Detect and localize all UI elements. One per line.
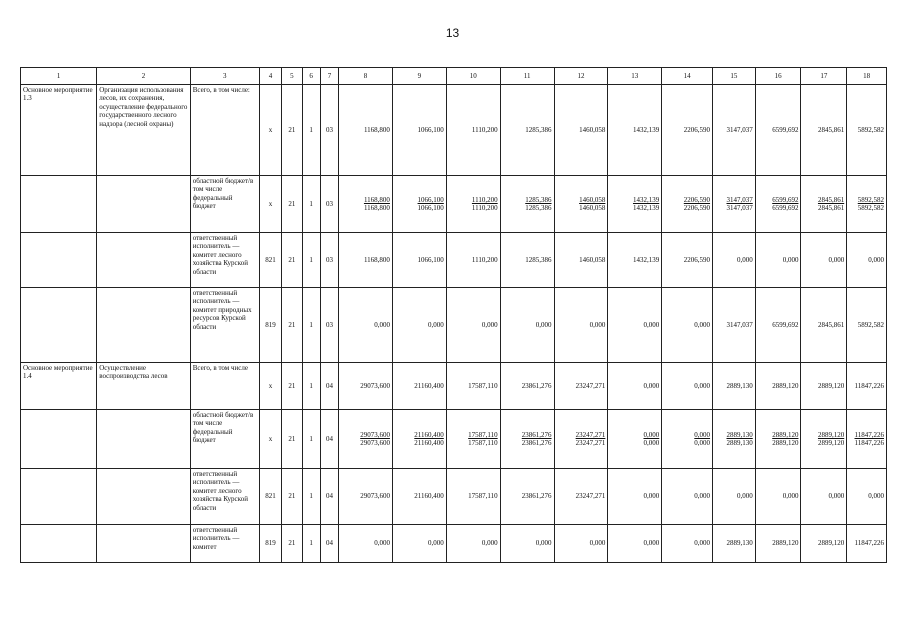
value-cell: 2206,590 [662,233,713,288]
code-cell: 1 [302,176,320,233]
value-cell: 1460,058 [554,233,608,288]
value-total: 1110,200 [471,195,498,204]
value-total: 17587,110 [468,430,498,439]
value-cell: 0,000 [662,363,713,410]
value-cell: 2889,120 [801,525,847,563]
column-header: 5 [282,68,302,85]
description-cell [97,288,191,363]
description-cell [97,469,191,525]
value-cell: 2889,120 [755,525,801,563]
value-total: 0,000 [694,430,711,439]
activity-cell [21,410,97,469]
header-row [21,68,887,85]
code-cell: 1 [302,363,320,410]
value-cell [554,410,608,469]
code-cell: х [259,363,281,410]
value-cell: 0,000 [713,469,756,525]
value-cell: 1432,139 [608,85,662,176]
code-cell: 1 [302,469,320,525]
value-cell: 0,000 [392,525,446,563]
value-cell [755,410,801,469]
value-cell: 0,000 [662,469,713,525]
code-cell: 03 [320,85,338,176]
value-cell [608,410,662,469]
column-header: 3 [190,68,259,85]
code-cell: х [259,410,281,469]
value-federal: 29073,600 [360,439,390,447]
value-cell [392,410,446,469]
code-cell: 03 [320,233,338,288]
value-cell: 1285,386 [500,233,554,288]
value-total: 23861,276 [521,430,552,439]
value-cell: 6599,692 [755,288,801,363]
value-cell: 1460,058 [554,85,608,176]
value-cell: 0,000 [713,233,756,288]
value-cell: 1168,800 [339,85,393,176]
value-cell: 1432,139 [608,233,662,288]
value-federal: 2206,590 [683,204,711,212]
value-cell [847,176,887,233]
value-cell [662,410,713,469]
value-total: 1460,058 [579,195,606,204]
value-cell [554,176,608,233]
activity-cell [21,233,97,288]
code-cell: 03 [320,288,338,363]
value-total: 2889,120 [817,430,845,439]
value-federal: 5892,582 [857,204,884,212]
value-cell: 23247,271 [554,469,608,525]
value-total: 21160,400 [414,430,444,439]
value-cell [847,410,887,469]
value-cell: 2845,861 [801,288,847,363]
code-cell: 21 [282,363,302,410]
code-cell: 819 [259,288,281,363]
value-total: 2206,590 [683,195,711,204]
value-cell [446,410,500,469]
funding-source-cell: областной бюджет/в том числе федеральный бюджет [190,176,259,233]
value-cell: 29073,600 [339,363,393,410]
code-cell: х [259,176,281,233]
table-row [21,469,887,525]
value-cell: 0,000 [554,288,608,363]
value-federal: 11847,226 [854,439,884,447]
value-cell: 2206,590 [662,85,713,176]
value-total: 11847,226 [854,430,884,439]
value-cell: 23861,276 [500,363,554,410]
value-cell: 0,000 [662,288,713,363]
value-cell [500,410,554,469]
code-cell: 1 [302,410,320,469]
value-total: 1168,800 [363,195,390,204]
code-cell: 21 [282,288,302,363]
column-header: 4 [259,68,281,85]
value-federal: 1432,139 [632,204,660,212]
value-cell: 0,000 [608,469,662,525]
value-cell: 6599,692 [755,85,801,176]
code-cell: 819 [259,525,281,563]
code-cell: 21 [282,469,302,525]
value-total: 0,000 [643,430,660,439]
value-cell: 0,000 [500,525,554,563]
value-federal: 1168,800 [363,204,390,212]
value-federal: 23247,271 [575,439,606,447]
funding-source-cell: Всего, в том числе: [190,85,259,176]
table-row [21,525,887,563]
value-federal: 1285,386 [525,204,552,212]
column-header: 14 [662,68,713,85]
value-federal: 0,000 [694,439,711,447]
value-cell [755,176,801,233]
value-total: 3147,037 [726,195,753,204]
value-cell: 23247,271 [554,363,608,410]
value-cell [446,176,500,233]
value-cell [662,176,713,233]
activity-cell: Основное мероприятие 1.3 [21,85,97,176]
value-cell: 0,000 [755,233,801,288]
funding-source-cell: ответственный исполнитель — комитет [190,525,259,563]
code-cell: 821 [259,233,281,288]
column-header: 13 [608,68,662,85]
value-cell: 0,000 [847,469,887,525]
value-cell [392,176,446,233]
value-cell: 23861,276 [500,469,554,525]
value-cell [339,176,393,233]
value-cell: 0,000 [446,525,500,563]
table-row [21,233,887,288]
value-federal: 1460,058 [579,204,606,212]
funding-source-cell: ответственный исполнитель — комитет лесного хозяйства Курской области [190,469,259,525]
value-cell: 0,000 [608,363,662,410]
value-cell: 1066,100 [392,85,446,176]
value-federal: 23861,276 [521,439,552,447]
column-header: 12 [554,68,608,85]
value-total: 2845,861 [817,195,845,204]
value-total: 2889,120 [772,430,799,439]
value-federal: 17587,110 [468,439,498,447]
value-cell [713,176,756,233]
value-cell: 0,000 [608,288,662,363]
code-cell: 21 [282,233,302,288]
value-cell: 5892,582 [847,85,887,176]
table-row [21,85,887,176]
value-total: 1066,100 [417,195,444,204]
value-cell: 0,000 [500,288,554,363]
activity-cell [21,176,97,233]
value-cell: 0,000 [608,525,662,563]
activity-cell [21,288,97,363]
column-header: 17 [801,68,847,85]
code-cell: 21 [282,176,302,233]
value-cell: 1110,200 [446,85,500,176]
value-cell: 2889,130 [713,525,756,563]
description-cell [97,525,191,563]
value-federal: 6599,692 [772,204,799,212]
value-total: 29073,600 [360,430,390,439]
value-cell: 29073,600 [339,469,393,525]
value-cell: 1285,386 [500,85,554,176]
value-cell: 0,000 [801,233,847,288]
code-cell: 1 [302,233,320,288]
value-cell: 0,000 [554,525,608,563]
column-header: 2 [97,68,191,85]
value-total: 1285,386 [525,195,552,204]
code-cell: 04 [320,469,338,525]
value-cell: 2889,120 [801,363,847,410]
value-cell: 11847,226 [847,363,887,410]
value-total: 6599,692 [772,195,799,204]
value-total: 1432,139 [632,195,660,204]
value-total: 2889,130 [726,430,753,439]
value-cell [801,176,847,233]
value-cell [608,176,662,233]
funding-source-cell: Всего, в том числе [190,363,259,410]
description-cell [97,233,191,288]
column-header: 1 [21,68,97,85]
value-cell: 0,000 [446,288,500,363]
column-header: 18 [847,68,887,85]
code-cell: 1 [302,288,320,363]
value-cell: 1168,800 [339,233,393,288]
value-cell: 0,000 [392,288,446,363]
value-federal: 2889,130 [726,439,753,447]
value-federal: 1110,200 [471,204,498,212]
activity-cell [21,469,97,525]
code-cell: 821 [259,469,281,525]
value-cell: 2889,130 [713,363,756,410]
value-total: 5892,582 [857,195,884,204]
value-federal: 2845,861 [817,204,845,212]
code-cell: 21 [282,85,302,176]
value-cell [713,410,756,469]
value-cell: 2845,861 [801,85,847,176]
code-cell: 1 [302,85,320,176]
page-number: 13 [445,26,460,40]
table-row [21,176,887,233]
value-cell: 17587,110 [446,469,500,525]
value-cell: 2889,120 [755,363,801,410]
code-cell: 1 [302,525,320,563]
description-cell [97,410,191,469]
description-cell: Осуществление воспроизводства лесов [97,363,191,410]
code-cell: 04 [320,410,338,469]
value-cell: 1066,100 [392,233,446,288]
description-cell [97,176,191,233]
value-cell: 21160,400 [392,363,446,410]
value-federal: 2889,120 [772,439,799,447]
value-federal: 0,000 [643,439,660,447]
column-header: 7 [320,68,338,85]
value-cell: 3147,037 [713,288,756,363]
table-row [21,410,887,469]
funding-source-cell: областной бюджет/в том числе федеральный бюджет [190,410,259,469]
value-cell: 17587,110 [446,363,500,410]
table-row [21,288,887,363]
description-cell: Организация использования лесов, их сохранения, осуществление федерального государственного лесного надзора (лесной охраны) [97,85,191,176]
value-cell [801,410,847,469]
budget-table [20,67,887,563]
code-cell: 21 [282,410,302,469]
funding-source-cell: ответственный исполнитель — комитет природных ресурсов Курской области [190,288,259,363]
column-header: 11 [500,68,554,85]
code-cell: 03 [320,176,338,233]
value-cell: 0,000 [847,233,887,288]
column-header: 9 [392,68,446,85]
code-cell: 04 [320,525,338,563]
code-cell: х [259,85,281,176]
value-cell: 3147,037 [713,85,756,176]
column-header: 16 [755,68,801,85]
column-header: 10 [446,68,500,85]
value-federal: 2899,120 [817,439,845,447]
value-federal: 21160,400 [414,439,444,447]
value-federal: 1066,100 [417,204,444,212]
value-cell: 1110,200 [446,233,500,288]
value-cell: 0,000 [339,288,393,363]
code-cell: 04 [320,363,338,410]
value-cell: 0,000 [801,469,847,525]
funding-source-cell: ответственный исполнитель — комитет лесного хозяйства Курской области [190,233,259,288]
value-cell: 0,000 [662,525,713,563]
column-header: 8 [339,68,393,85]
column-header: 15 [713,68,756,85]
value-cell [500,176,554,233]
value-cell: 0,000 [755,469,801,525]
value-cell: 11847,226 [847,525,887,563]
value-total: 23247,271 [575,430,606,439]
activity-cell: Основное мероприятие 1.4 [21,363,97,410]
column-header: 6 [302,68,320,85]
value-cell: 0,000 [339,525,393,563]
value-cell [339,410,393,469]
table-row [21,363,887,410]
value-federal: 3147,037 [726,204,753,212]
activity-cell [21,525,97,563]
value-cell: 5892,582 [847,288,887,363]
code-cell: 21 [282,525,302,563]
value-cell: 21160,400 [392,469,446,525]
